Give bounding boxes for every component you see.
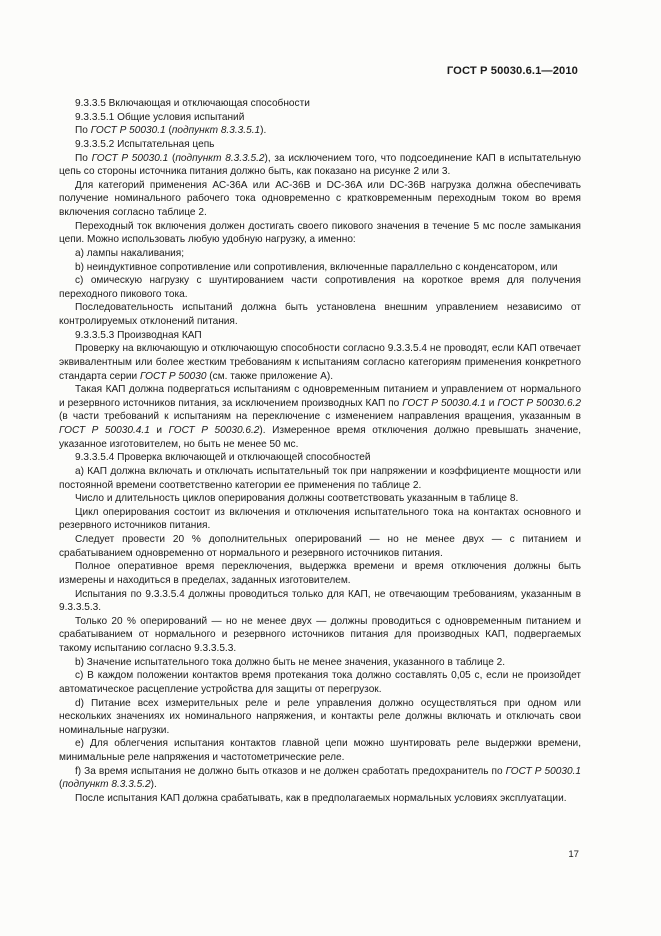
text-run: Проверку на включающую и отключающую способности согласно 9.3.3.5.4 не проводят, если КАП отвечает эквивалентным или более жестким требованиям к испытаниям согласно категориям применения конкретного стандарта серии [59,343,581,382]
paragraph [59,465,581,492]
paragraph [59,383,581,451]
paragraph [59,342,581,383]
text-run: ( [59,779,63,791]
paragraph [59,533,581,560]
text-run: ( [168,152,176,164]
standard-reference: подпункт 8.3.3.5.2 [62,779,151,791]
text-run: После испытания КАП должна срабатывать, как в предполагаемых нормальных условиях эксплуатации. [75,792,567,804]
text-run: 9.3.3.5.3 Производная КАП [75,329,202,341]
text-run: c) омическую нагрузку с шунтированием части сопротивления на короткое время для получения переходного пикового тока. [59,275,581,300]
paragraph [59,588,581,615]
text-run: Цикл оперирования состоит из включения и отключения испытательного тока на контактах основного и резервного источников питания. [59,506,581,532]
text-run: (в части требований к испытаниям на переключение с изменением направления вращения, указанным в [59,411,581,423]
text-run: 9.3.3.5 Включающая и отключающая способности [75,98,310,109]
text-run: a) лампы накаливания; [75,247,185,259]
section-heading [59,138,581,152]
paragraph [59,560,581,587]
text-run: Следует провести 20 % дополнительных оперирований — но не менее двух — с питанием и срабатыванием одновременно от нормального и резервного источников питания. [59,534,581,559]
text-run: c) В каждом положении контактов время протекания тока должно составлять 0,05 с, если не произойдет автоматическое расцепление устройства для защиты от перегрузок. [59,670,581,695]
text-run: ). [260,125,267,137]
paragraph [59,247,581,261]
text-run: b) неиндуктивное сопротивление или сопротивления, включенные параллельно с конденсатором, или [75,261,558,273]
section-heading [59,97,581,111]
section-heading [59,451,581,465]
text-run: b) Значение испытательного тока должно быть не менее значения, указанного в таблице 2. [75,656,506,668]
standard-reference: ГОСТ Р 50030.4.1 [402,397,486,409]
text-run: Испытания по 9.3.3.5.4 должны проводиться только для КАП, не отвечающим требованиям, указанным в 9.3.3.5.3. [59,588,581,614]
standard-reference: ГОСТ Р 50030.6.2 [497,397,582,409]
text-run: Последовательность испытаний должна быть установлена внешним управлением независимо от контролируемых отклонений питания. [59,302,581,327]
standard-reference: ГОСТ Р 50030 [139,370,207,382]
paragraph [59,697,581,738]
paragraph [59,669,581,696]
paragraph [59,220,581,247]
text-run: и [485,397,498,409]
page-number: 17 [568,849,579,860]
paragraph [59,301,581,328]
text-run: и [149,425,169,436]
paragraph [59,792,581,806]
text-run: ). [150,779,157,791]
text-run: (см. также приложение А). [206,370,334,382]
paragraph [59,492,581,506]
text-run: ). Измеренное время отключения должно превышать значение, указанное изготовителем, но быть не менее 50 мс. [59,425,582,450]
document-code-header: ГОСТ Р 50030.6.1—2010 [446,65,578,77]
paragraph [59,506,581,533]
text-run: ( [165,125,172,137]
text-run: e) Для облегчения испытания контактов главной цепи можно шунтировать реле выдержки времени, минимальные реле напряжения и частотометрические реле. [59,738,581,763]
standard-reference: ГОСТ Р 50030.1 [505,765,581,777]
text-run: ), за исключением того, что подсоединение КАП в испытательную цепь со стороны источника питания должно быть, как показано на рисунке 2 или 3. [59,152,581,178]
standard-reference: подпункт 8.3.3.5.2 [175,152,265,164]
standard-reference: ГОСТ Р 50030.1 [90,125,166,137]
standard-reference: подпункт 8.3.3.5.1 [171,125,261,137]
text-run: По [75,125,91,137]
paragraph [59,261,581,275]
text-run: a) КАП должна включать и отключать испытательный ток при напряжении и коэффициенте мощности или постоянной времени соответственно категории ее применения по таблице 2. [59,465,581,491]
section-heading [59,124,581,138]
paragraph [59,274,581,301]
text-run: 9.3.3.5.2 Испытательная цепь [75,138,215,150]
text-run: f) За время испытания не должно быть отказов и не должен сработать предохранитель по [75,765,506,777]
standard-reference: ГОСТ Р 50030.1 [91,152,169,164]
paragraph [59,737,581,764]
text-run: d) Питание всех измерительных реле и реле управления должно осуществляться при одном или нескольких значениях их номинального напряжения, и контакты реле должны включать и отключать свои номинальные нагрузки. [59,697,581,736]
text-run: 9.3.3.5.1 Общие условия испытаний [75,111,245,123]
text-run: Переходный ток включения должен достигать своего пикового значения в течение 5 мс после замыкания цепи. Можно использовать любую удобную нагрузку, а именно: [59,220,581,246]
text-run: Для категорий применения АС-36А или АС-36В и DC-36A или DC-36B нагрузка должна обеспечивать получение номинального рабочего тока одновременно с кратковременным переходным током во время включения согласно таблице 2. [59,179,581,218]
paragraph [59,179,581,220]
text-run: По [75,152,92,164]
document-body [59,97,581,806]
text-run: Такая КАП должна подвергаться испытаниям с одновременным питанием и управлением от нормального и резервного источников питания, за исключением производных КАП по [59,384,581,409]
text-run: 9.3.3.5.4 Проверка включающей и отключающей способностей [75,452,371,464]
standard-reference: ГОСТ Р 50030.4.1 [59,425,150,436]
standard-reference: ГОСТ Р 50030.6.2 [168,425,260,436]
paragraph [59,656,581,670]
text-run: Только 20 % оперирований — но не менее двух — должны проводиться с одновременным питанием и срабатыванием от нормального и резервного источников питания для производных КАП, подвергаемых такому испытанию согласно 9.3.3.5.3. [59,615,581,654]
paragraph [59,615,581,656]
text-run: Число и длительность циклов оперирования должны соответствовать указанным в таблице 8. [75,493,519,505]
section-heading [59,329,581,343]
paragraph [59,152,581,179]
section-heading [59,111,581,125]
text-run: Полное оперативное время переключения, выдержка времени и время отключения должны быть измерены и находиться в пределах, заданных изготовителем. [59,561,581,586]
paragraph [59,765,581,792]
